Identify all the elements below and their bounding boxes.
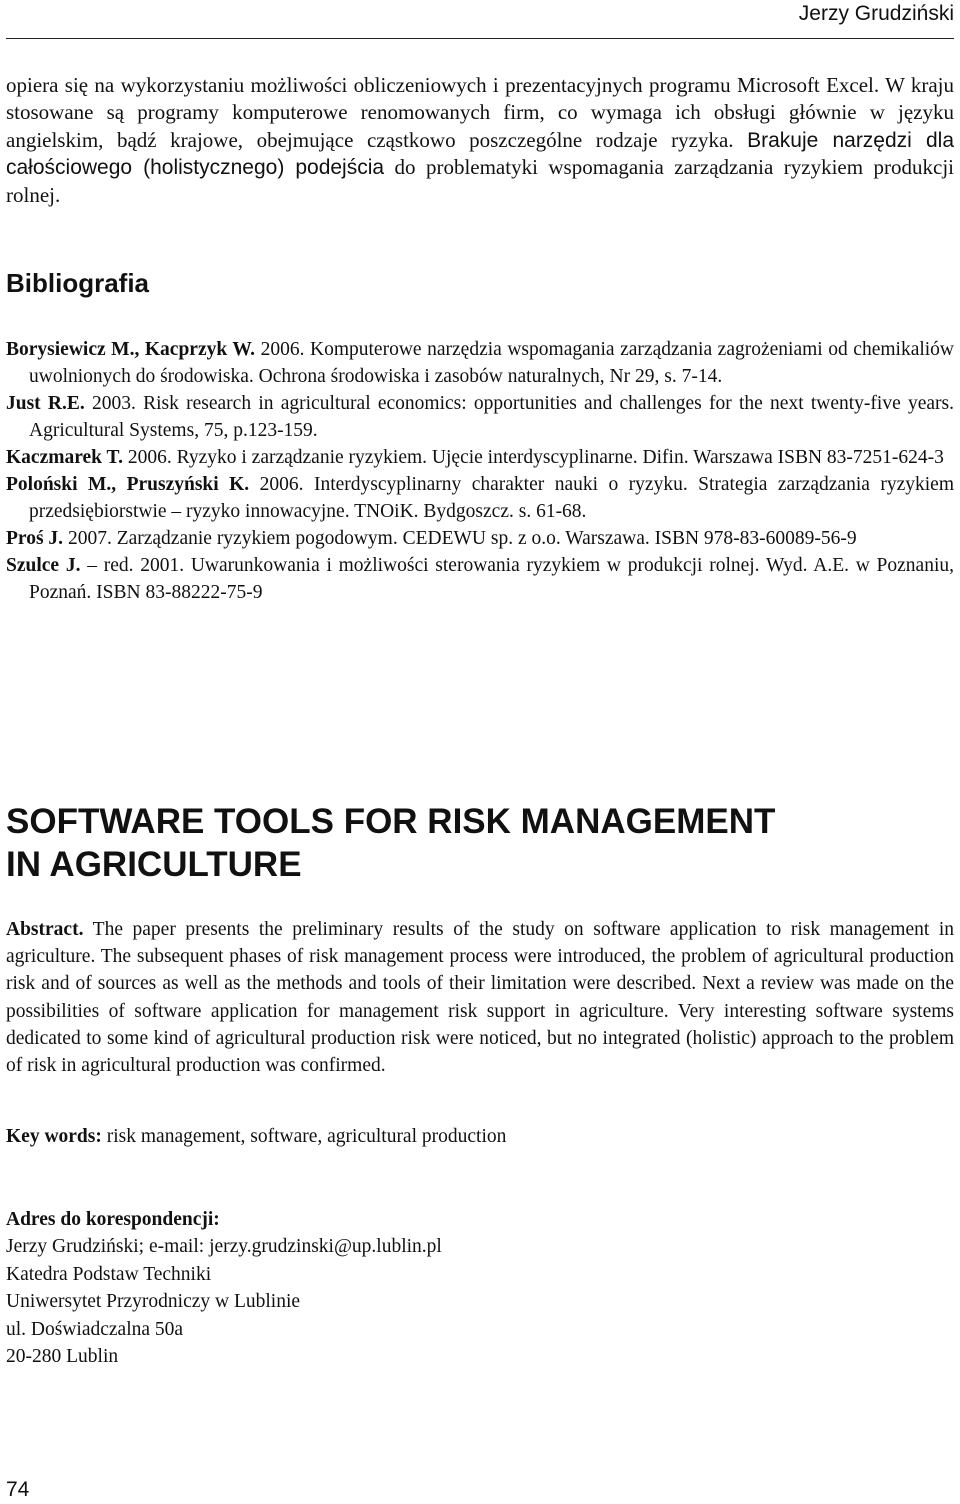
bibliography-entry xyxy=(6,390,954,444)
intro-sentence-3: do problematyki wspomagania zarządzania ryzykiem produkcji rolnej. xyxy=(6,155,954,207)
bibliography-entry xyxy=(6,552,954,606)
entry-text: 2006. Ryzyko i zarządzanie ryzykiem. Ujęcie interdyscyplinarne. Difin. Warszawa ISBN 83-7251-624-3 xyxy=(127,447,944,468)
bibliography-entry xyxy=(6,471,954,525)
page-number: 74 xyxy=(6,1478,30,1501)
correspondence-label: Adres do korespondencji: xyxy=(6,1209,220,1230)
english-title xyxy=(6,800,954,886)
english-title-line-1: SOFTWARE TOOLS FOR RISK MANAGEMENT xyxy=(6,802,776,841)
intro-sentence-2: Brakuje narzędzi dla całościowego (holistycznego) podejścia xyxy=(6,128,954,180)
bibliography-entry xyxy=(6,525,954,552)
intro-sentence-1: opiera się na wykorzystaniu możliwości obliczeniowych i prezentacyjnych programu Microsoft Excel. W kraju stosowane są programy komputerowe renomowanych firm, co wymaga ich obsługi głównie w języku angielskim, bądź krajowe, obejmujące cząstkowo poszczególne rodzaje ryzyka. xyxy=(6,73,954,152)
entry-authors: Poloński M., Pruszyński K. xyxy=(6,474,250,495)
entry-text: 2006. Interdyscyplinarny charakter nauki o ryzyku. Strategia zarządzania ryzykiem przedsiębiorstwie – ryzyko innowacyjne. TNOiK. Bydgoszcz. s. 61-68. xyxy=(29,474,954,522)
abstract-paragraph xyxy=(6,916,954,1079)
header-rule xyxy=(6,38,954,39)
correspondence-line: Jerzy Grudziński; e-mail: jerzy.grudzinski@up.lublin.pl xyxy=(6,1236,442,1258)
entry-authors: Borysiewicz M., Kacprzyk W. xyxy=(6,339,256,360)
correspondence-line: Katedra Podstaw Techniki xyxy=(6,1263,212,1285)
entry-authors: Kaczmarek T. xyxy=(6,447,123,468)
correspondence-line: ul. Doświadczalna 50a xyxy=(6,1318,184,1340)
entry-authors: Proś J. xyxy=(6,528,64,549)
bibliography-entry xyxy=(6,336,954,390)
bibliography-entry xyxy=(6,444,954,471)
entry-authors: Just R.E. xyxy=(6,393,85,414)
bibliography-heading: Bibliografia xyxy=(6,268,150,298)
entry-authors: Szulce J. xyxy=(6,555,81,576)
correspondence-block xyxy=(6,1206,954,1370)
keywords-text: risk management, software, agricultural production xyxy=(106,1126,507,1147)
running-header-author: Jerzy Grudziński xyxy=(798,2,954,25)
bibliography-list xyxy=(6,336,954,606)
entry-text: – red. 2001. Uwarunkowania i możliwości sterowania ryzykiem w produkcji rolnej. Wyd. A.E. w Poznaniu, Poznań. ISBN 83-88222-75-9 xyxy=(29,555,955,603)
correspondence-line: Uniwersytet Przyrodniczy w Lublinie xyxy=(6,1291,301,1313)
keywords-label: Key words: xyxy=(6,1126,102,1147)
abstract-text: The paper presents the preliminary results of the study on software application to risk management in agriculture. The subsequent phases of risk management process were introduced, the problem of agricultural production risk and of sources as well as the methods and tools of their limitation were described. Next a review was made on the possibilities of software application for management risk support in agriculture. Very interesting software systems dedicated to some kind of agricultural production risk were noticed, but no integrated (holistic) approach to the problem of risk in agricultural production was confirmed. xyxy=(6,919,954,1077)
english-title-line-2: IN AGRICULTURE xyxy=(6,845,302,884)
abstract-label: Abstract. xyxy=(6,919,84,940)
intro-paragraph xyxy=(6,72,954,209)
keywords-line xyxy=(6,1123,954,1150)
entry-text: 2003. Risk research in agricultural economics: opportunities and challenges for the next twenty-five years. Agricultural Systems, 75, p.123-159. xyxy=(29,393,954,441)
correspondence-line: 20-280 Lublin xyxy=(6,1346,119,1368)
entry-text: 2006. Komputerowe narzędzia wspomagania zarządzania zagrożeniami od chemikaliów uwolnionych do środowiska. Ochrona środowiska i zasobów naturalnych, Nr 29, s. 7-14. xyxy=(29,339,955,387)
entry-text: 2007. Zarządzanie ryzykiem pogodowym. CEDEWU sp. z o.o. Warszawa. ISBN 978-83-60089-56-9 xyxy=(67,528,857,549)
